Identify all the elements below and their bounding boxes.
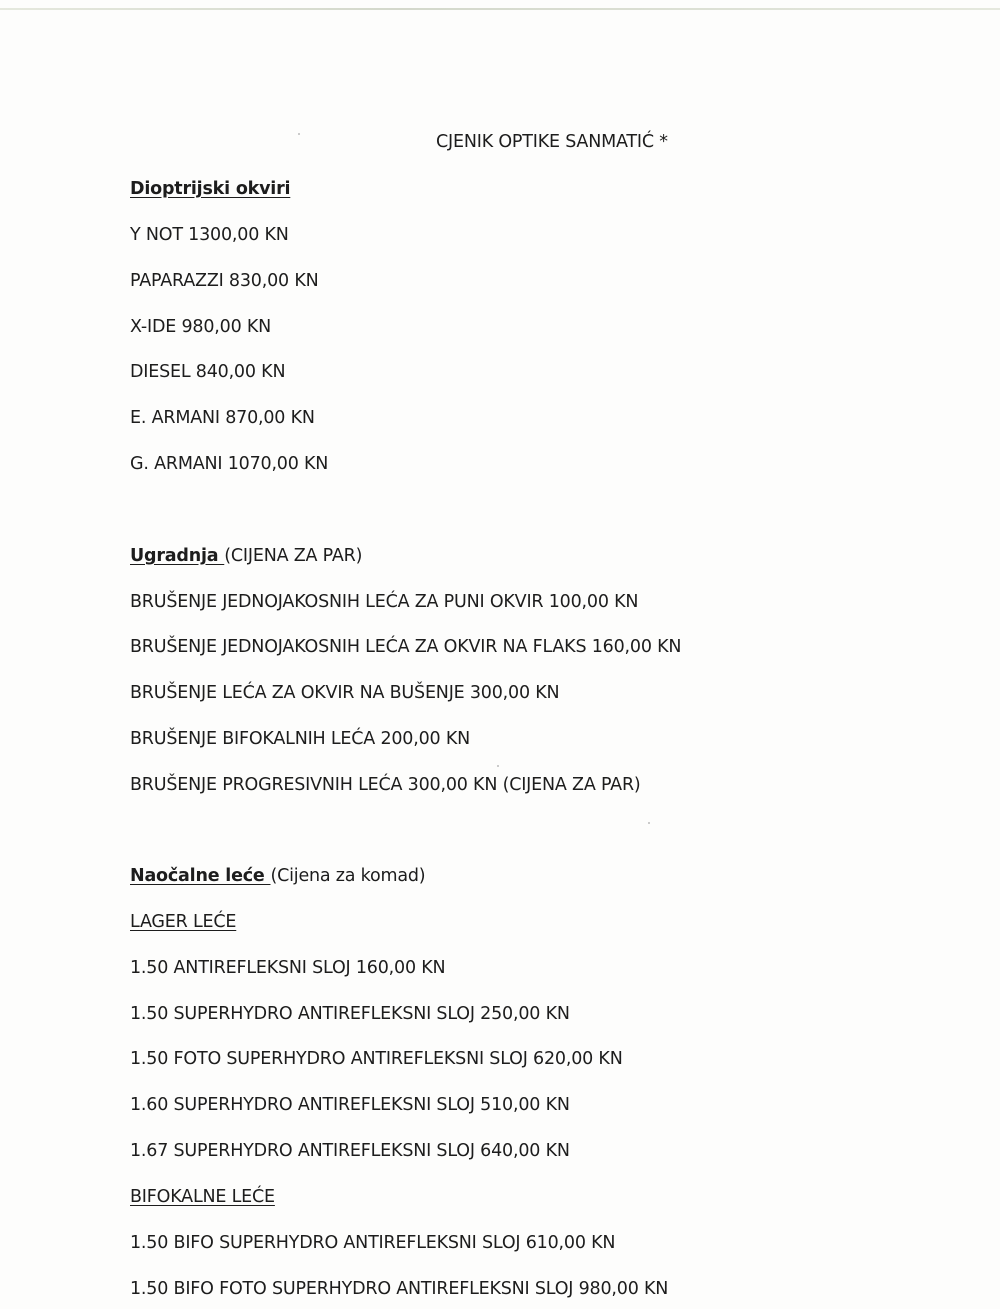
price-line: BRUŠENJE JEDNOJAKOSNIH LEĆA ZA PUNI OKVIR 100,00 KN: [130, 592, 639, 612]
price-line: Y NOT 1300,00 KN: [130, 225, 289, 245]
section-note-lenses: (Cijena za komad): [270, 866, 426, 886]
subheading-stock-lenses: LAGER LEĆE: [130, 912, 237, 932]
price-line: DIESEL 840,00 KN: [130, 362, 286, 382]
section-heading-row-lenses: [130, 868, 425, 886]
price-line: 1.50 SUPERHYDRO ANTIREFLEKSNI SLOJ 250,00 KN: [130, 1004, 570, 1024]
price-line: 1.50 ANTIREFLEKSNI SLOJ 160,00 KN: [130, 958, 446, 978]
price-line: X-IDE 980,00 KN: [130, 317, 272, 337]
price-line: 1.67 SUPERHYDRO ANTIREFLEKSNI SLOJ 640,00 KN: [130, 1141, 570, 1161]
section-heading-lenses: Naočalne leće: [130, 866, 271, 886]
section-heading-frames: Dioptrijski okviri: [130, 179, 291, 199]
scan-speck: [298, 133, 300, 135]
scan-speck: [497, 765, 499, 767]
section-heading-fitting: Ugradnja: [130, 546, 225, 566]
scan-edge-line: [0, 8, 1000, 10]
subheading-bifocal-lenses: BIFOKALNE LEĆE: [130, 1187, 275, 1207]
price-line: E. ARMANI 870,00 KN: [130, 408, 315, 428]
price-line: PAPARAZZI 830,00 KN: [130, 271, 319, 291]
price-line: 1.50 BIFO FOTO SUPERHYDRO ANTIREFLEKSNI SLOJ 980,00 KN: [130, 1279, 669, 1299]
price-line: BRUŠENJE JEDNOJAKOSNIH LEĆA ZA OKVIR NA FLAKS 160,00 KN: [130, 637, 682, 657]
price-line: 1.60 SUPERHYDRO ANTIREFLEKSNI SLOJ 510,00 KN: [130, 1095, 570, 1115]
price-line: 1.50 BIFO SUPERHYDRO ANTIREFLEKSNI SLOJ 610,00 KN: [130, 1233, 616, 1253]
scan-speck: [648, 822, 650, 824]
page-title: CJENIK OPTIKE SANMATIĆ *: [436, 132, 668, 152]
price-line: BRUŠENJE LEĆA ZA OKVIR NA BUŠENJE 300,00 KN: [130, 683, 560, 703]
section-heading-row-fitting: [130, 548, 362, 566]
price-line: BRUŠENJE PROGRESIVNIH LEĆA 300,00 KN (CIJENA ZA PAR): [130, 775, 641, 795]
section-note-fitting: (CIJENA ZA PAR): [224, 546, 363, 566]
price-line: 1.50 FOTO SUPERHYDRO ANTIREFLEKSNI SLOJ 620,00 KN: [130, 1049, 623, 1069]
price-line: G. ARMANI 1070,00 KN: [130, 454, 329, 474]
price-line: BRUŠENJE BIFOKALNIH LEĆA 200,00 KN: [130, 729, 471, 749]
